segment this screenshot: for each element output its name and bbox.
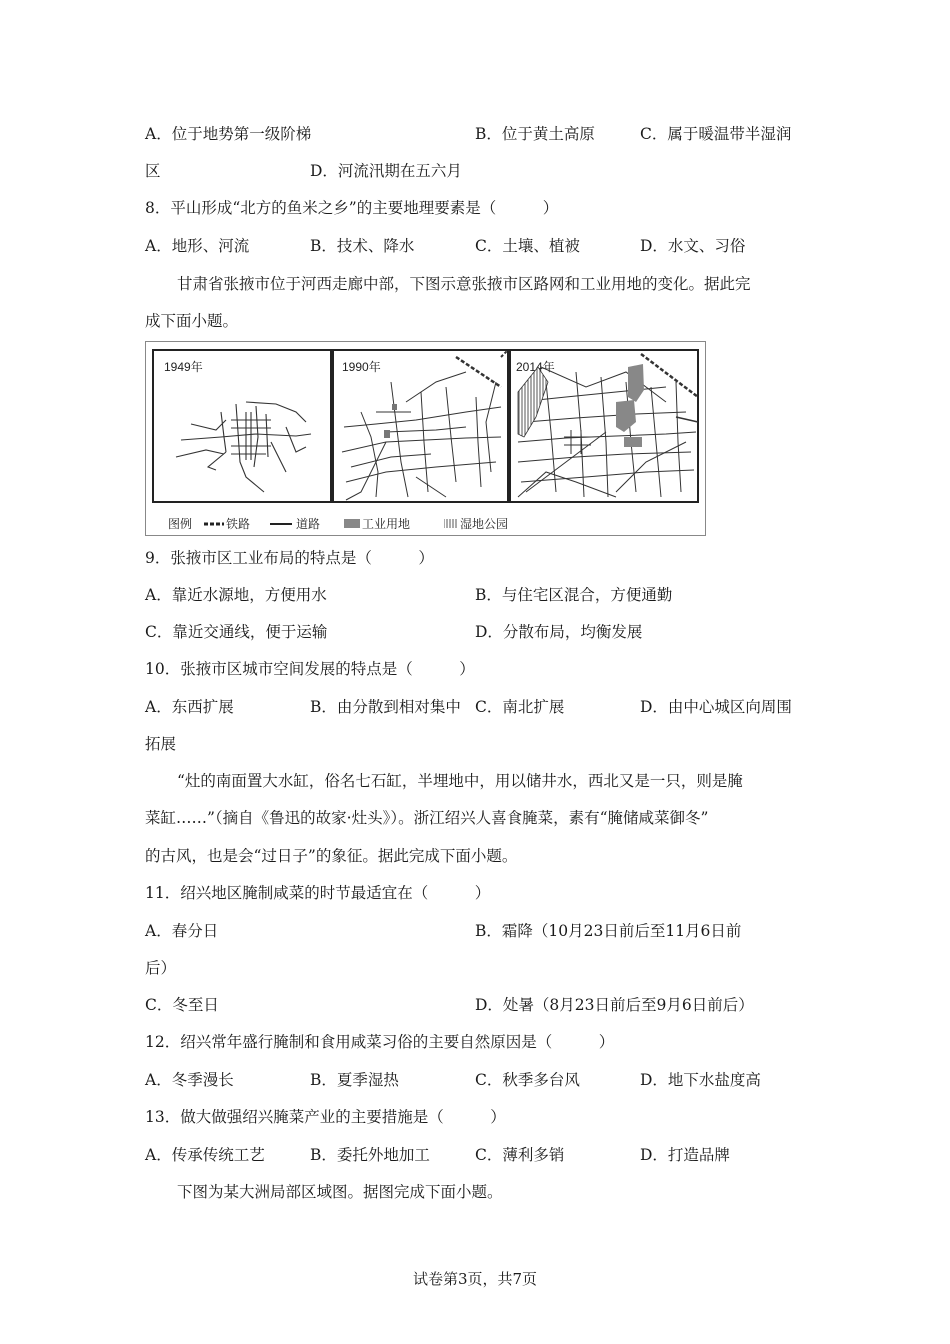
q12-option-a: A．冬季漫长 xyxy=(145,1071,234,1089)
industrial-2014-b xyxy=(616,400,636,432)
intro-shaoxing-line1: “灶的南面置大水缸，俗名七石缸，半埋地中，用以储井水，西北又是一只，则是腌 xyxy=(177,772,743,790)
zhangye-map-svg xyxy=(146,342,705,535)
q9-stem: 9．张掖市区工业布局的特点是（ ） xyxy=(145,549,434,567)
q11-option-d: D．处暑（8月23日前后至9月6日前后） xyxy=(475,996,754,1014)
q8-option-d: D．水文、习俗 xyxy=(640,237,746,255)
industrial-2014-c xyxy=(624,437,642,447)
q12-stem: 12．绍兴常年盛行腌制和食用咸菜习俗的主要自然原因是（ ） xyxy=(145,1033,615,1051)
intro-shaoxing-line2: 菜缸……”（摘自《鲁迅的故家·灶头》）。浙江绍兴人喜食腌菜，素有“腌储咸菜御冬” xyxy=(145,809,709,827)
railway-1990-b xyxy=(456,357,501,387)
q8-stem: 8．平山形成“北方的鱼米之乡”的主要地理要素是（ ） xyxy=(145,199,559,217)
q7-option-c: C．属于暖温带半湿润 xyxy=(640,125,792,143)
q13-option-c: C．薄利多销 xyxy=(475,1146,565,1164)
q12-option-c: C．秋季多台风 xyxy=(475,1071,580,1089)
q10-option-d: D．由中心城区向周围 xyxy=(640,698,792,716)
q8-option-a: A．地形、河流 xyxy=(145,237,250,255)
q9-option-d: D．分散布局，均衡发展 xyxy=(475,623,643,641)
q7-option-d: D．河流汛期在五六月 xyxy=(310,162,462,180)
q8-option-b: B．技术、降水 xyxy=(310,237,415,255)
q7-option-a: A．位于地势第一级阶梯 xyxy=(145,125,312,143)
q11-option-a: A．春分日 xyxy=(145,922,219,940)
q13-option-b: B．委托外地加工 xyxy=(310,1146,430,1164)
q11-stem: 11．绍兴地区腌制咸菜的时节最适宜在（ ） xyxy=(145,884,491,902)
intro-zhangye-line2: 成下面小题。 xyxy=(145,312,239,330)
q10-stem: 10．张掖市区城市空间发展的特点是（ ） xyxy=(145,660,475,678)
q13-stem: 13．做大做强绍兴腌菜产业的主要措施是（ ） xyxy=(145,1108,506,1126)
legend-railway: 铁路 xyxy=(226,517,251,531)
q12-option-d: D．地下水盐度高 xyxy=(640,1071,761,1089)
q11-option-b: B．霜降（10月23日前后至11月6日前 xyxy=(475,922,742,940)
q9-option-b: B．与住宅区混合，方便通勤 xyxy=(475,586,673,604)
industrial-1990-b xyxy=(392,404,397,410)
wetland-park-2014 xyxy=(518,367,548,437)
q10-option-d-continued: 拓展 xyxy=(145,735,177,753)
industrial-2014-a xyxy=(628,364,644,402)
roads-1949 xyxy=(176,402,311,492)
intro-continent: 下图为某大洲局部区域图。据图完成下面小题。 xyxy=(177,1183,503,1201)
legend-title: 图例 xyxy=(168,517,193,531)
panel-1949-label: 1949年 xyxy=(164,360,203,374)
q9-option-a: A．靠近水源地，方便用水 xyxy=(145,586,327,604)
legend-wetland-swatch xyxy=(444,519,458,528)
q8-option-c: C．土壤、植被 xyxy=(475,237,580,255)
zhangye-map-figure xyxy=(145,341,706,536)
q9-option-c: C．靠近交通线，便于运输 xyxy=(145,623,328,641)
q10-option-a: A．东西扩展 xyxy=(145,698,234,716)
q7-option-b: B．位于黄土高原 xyxy=(475,125,595,143)
q12-option-b: B．夏季湿热 xyxy=(310,1071,399,1089)
q7-option-c-continued: 区 xyxy=(145,162,161,180)
legend-road: 道路 xyxy=(296,517,321,531)
page-footer: 试卷第3页，共7页 xyxy=(412,1270,538,1288)
q13-option-a: A．传承传统工艺 xyxy=(145,1146,265,1164)
q10-option-c: C．南北扩展 xyxy=(475,698,565,716)
q13-option-d: D．打造品牌 xyxy=(640,1146,730,1164)
intro-shaoxing-line3: 的古风，也是会“过日子”的象征。据此完成下面小题。 xyxy=(145,847,518,865)
panel-2014-label: 2014年 xyxy=(516,360,555,374)
legend-industrial-swatch xyxy=(344,519,360,528)
railway-2014 xyxy=(641,354,698,397)
legend-wetland: 湿地公园 xyxy=(460,517,509,531)
railway-1990 xyxy=(501,350,508,357)
legend-industrial: 工业用地 xyxy=(362,517,411,531)
industrial-1990-a xyxy=(384,430,390,438)
q10-option-b: B．由分散到相对集中 xyxy=(310,698,461,716)
q11-option-b-continued: 后） xyxy=(145,959,177,977)
q11-option-c: C．冬至日 xyxy=(145,996,219,1014)
panel-1990-label: 1990年 xyxy=(342,360,381,374)
roads-1990 xyxy=(342,372,501,500)
intro-zhangye-line1: 甘肃省张掖市位于河西走廊中部，下图示意张掖市区路网和工业用地的变化。据此完 xyxy=(177,275,751,293)
